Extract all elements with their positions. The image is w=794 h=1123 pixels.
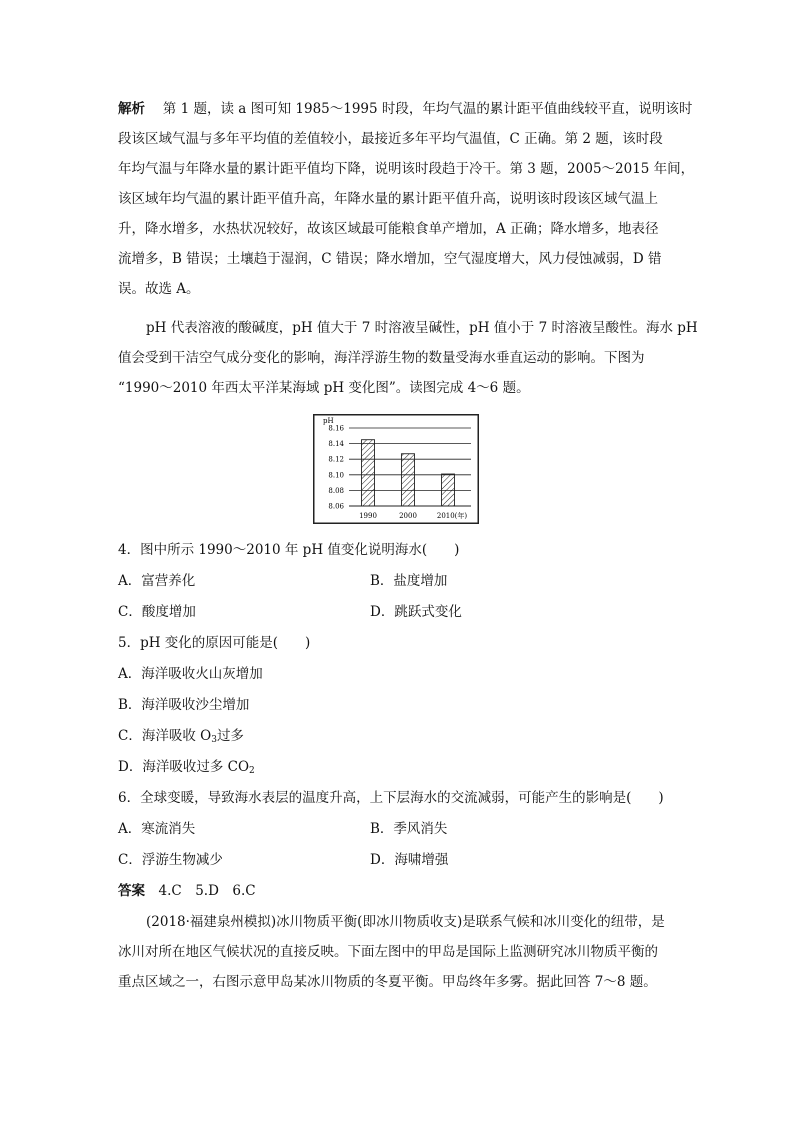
q6-stem: 6．全球变暖，导致海水表层的温度升高，上下层海水的交流减弱，可能产生的影响是( ) xyxy=(118,790,664,806)
x-tick-label: 2010(年) xyxy=(436,512,468,520)
q4-option-b[interactable]: B．盐度增加 xyxy=(370,573,448,589)
answer-label: 答案 xyxy=(118,883,145,899)
q5-option-d[interactable] xyxy=(118,757,255,781)
analysis-label: 解析 xyxy=(118,101,145,117)
q4-option-d[interactable]: D．跳跃式变化 xyxy=(370,604,462,620)
q6-option-d[interactable]: D．海啸增强 xyxy=(370,852,449,868)
q5-option-a[interactable]: A．海洋吸收火山灰增加 xyxy=(118,666,263,682)
bar-1990 xyxy=(362,440,375,506)
y-tick-label: 8.08 xyxy=(328,486,344,495)
bar-2010 xyxy=(442,474,455,506)
next-intro-line-2: 冰川对所在地区气候状况的直接反映。下面左图中的甲岛是国际上监测研究冰川物质平衡的 xyxy=(118,944,658,960)
analysis-line-1 xyxy=(118,99,692,119)
q4-option-a[interactable]: A．富营养化 xyxy=(118,573,196,589)
y-tick-label: 8.16 xyxy=(328,424,344,433)
chart-x-labels xyxy=(359,511,467,520)
intro-line-2: 值会受到干洁空气成分变化的影响，海洋浮游生物的数量受海水垂直运动的影响。下图为 xyxy=(118,350,645,366)
bar-2000 xyxy=(402,454,415,506)
q4-stem: 4．图中所示 1990～2010 年 pH 值变化说明海水( ) xyxy=(118,542,460,558)
q5-option-d-sub: 2 xyxy=(249,766,255,776)
q6-option-c[interactable]: C．浮游生物减少 xyxy=(118,852,223,868)
next-intro-line-3: 重点区域之一，右图示意甲岛某冰川物质的冬夏平衡。甲岛终年多雾。据此回答 7～8 题。 xyxy=(118,974,657,990)
q5-option-b[interactable]: B．海洋吸收沙尘增加 xyxy=(118,697,250,713)
analysis-text: 第 1 题，读 a 图可知 1985～1995 时段，年均气温的累计距平值曲线较平直，说明该时 xyxy=(162,101,693,117)
y-tick-label: 8.10 xyxy=(328,471,344,480)
x-tick-label: 2000 xyxy=(399,512,417,520)
q4-option-c[interactable]: C．酸度增加 xyxy=(118,604,196,620)
q5-option-c-sub: 3 xyxy=(211,735,217,745)
analysis-line-4: 该区域年均气温的累计距平值升高，年降水量的累计距平值升高，说明该时段该区域气温上 xyxy=(118,191,658,207)
q5-option-c[interactable] xyxy=(118,726,244,750)
q5-option-d-prefix: D．海洋吸收过多 CO xyxy=(118,759,250,775)
answer-text: 4.C 5.D 6.C xyxy=(158,883,256,899)
y-tick-label: 8.12 xyxy=(328,455,344,464)
chart-ylabel: pH xyxy=(323,417,334,425)
q6-option-a[interactable]: A．寒流消失 xyxy=(118,821,196,837)
q6-option-b[interactable]: B．季风消失 xyxy=(370,821,448,837)
analysis-line-6: 流增多，B 错误；土壤趋于湿润，C 错误；降水增加，空气湿度增大，风力侵蚀减弱，D 错 xyxy=(118,251,662,267)
q5-option-c-prefix: C．海洋吸收 O xyxy=(118,728,212,744)
analysis-line-7: 误。故选 A。 xyxy=(118,281,200,297)
y-tick-label: 8.06 xyxy=(328,502,344,511)
analysis-line-2: 段该区域气温与多年平均值的差值较小，最接近多年平均气温值，C 正确。第 2 题，该时段 xyxy=(118,131,663,147)
analysis-line-3: 年均气温与年降水量的累计距平值均下降，说明该时段趋于冷干。第 3 题，2005～2015 年间， xyxy=(118,161,695,177)
analysis-line-5: 升，降水增多，水热状况较好，故该区域最可能粮食单产增加，A 正确；降水增多，地表径 xyxy=(118,221,659,237)
ph-bar-chart xyxy=(313,414,479,524)
intro-line-1: pH 代表溶液的酸碱度，pH 值大于 7 时溶液呈碱性，pH 值小于 7 时溶液呈酸性。海水 pH xyxy=(146,320,698,336)
x-tick-label: 1990 xyxy=(359,512,377,520)
q5-option-c-suffix: 过多 xyxy=(216,728,244,744)
answer-line xyxy=(118,881,256,901)
y-tick-label: 8.14 xyxy=(328,440,344,449)
q5-stem: 5．pH 变化的原因可能是( ) xyxy=(118,635,311,651)
next-intro-line-1: (2018·福建泉州模拟)冰川物质平衡(即冰川物质收支)是联系气候和冰川变化的纽带，是 xyxy=(146,914,665,930)
intro-line-3: “1990～2010 年西太平洋某海域 pH 变化图”。读图完成 4～6 题。 xyxy=(118,380,530,396)
